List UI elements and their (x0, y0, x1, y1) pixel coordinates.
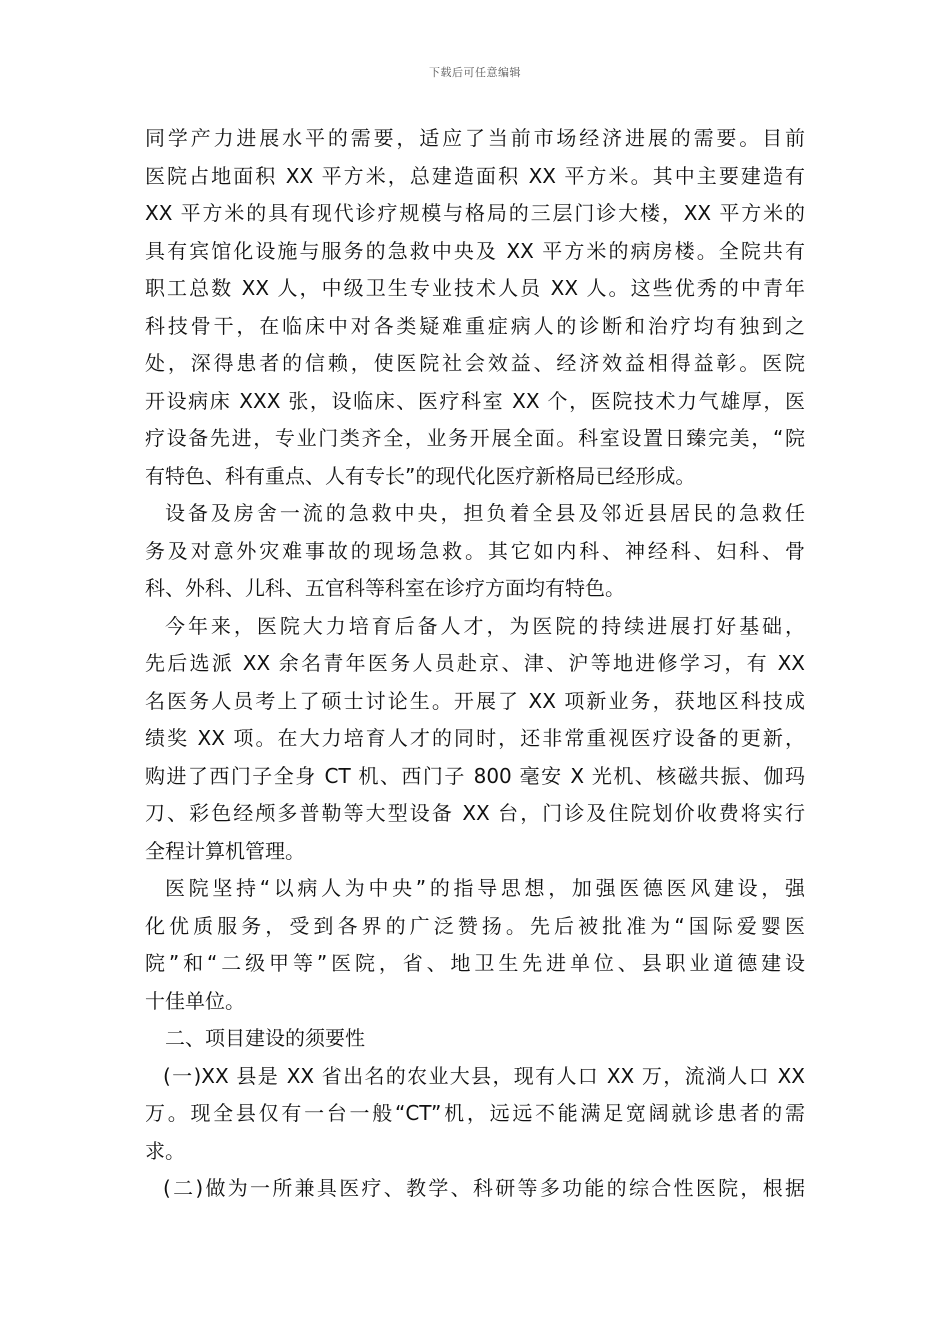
page-header: 下载后可任意编辑 (429, 66, 521, 79)
section-heading: 二、项目建设的须要性 (165, 1026, 365, 1050)
text-line: (二)做为一所兼具医疗、教学、科研等多功能的综合性医院，根据 (163, 1176, 805, 1200)
text-line: XX 平方米的具有现代诊疗规模与格局的三层门诊大楼，XX 平方米的 (145, 201, 805, 225)
text-line: (一)XX 县是 XX 省出名的农业大县，现有人口 XX 万，流淌人口 XX (163, 1063, 805, 1088)
text-line: 十佳单位。 (145, 988, 245, 1013)
text-line: 全程计算机管理。 (145, 838, 305, 863)
text-line: 处，深得患者的信赖，使医院社会效益、经济效益相得益彰。医院 (145, 351, 805, 375)
text-line: 刀、彩色经颅多普勒等大型设备 XX 台，门诊及住院划价收费将实行 (145, 801, 805, 825)
text-line: 疗设备先进，专业门类齐全，业务开展全面。科室设置日臻完美，“院 (145, 426, 805, 450)
text-line: 具有宾馆化设施与服务的急救中央及 XX 平方米的病房楼。全院共有 (145, 238, 805, 263)
text-line: 化优质服务，受到各界的广泛赞扬。先后被批准为“国际爱婴医 (145, 913, 805, 938)
text-line: 科、外科、儿科、五官科等科室在诊疗方面均有特色。 (145, 576, 625, 600)
body-text (145, 120, 805, 1208)
text-line: 职工总数 XX 人，中级卫生专业技术人员 XX 人。这些优秀的中青年 (145, 276, 805, 300)
text-line: 务及对意外灾难事故的现场急救。其它如内科、神经科、妇科、骨 (145, 538, 805, 563)
text-line: 求。 (145, 1138, 185, 1163)
text-line: 开设病床 XXX 张，设临床、医疗科室 XX 个，医院技术力气雄厚，医 (145, 388, 805, 413)
text-line: 今年来，医院大力培育后备人才，为医院的持续进展打好基础， (165, 613, 805, 638)
text-line: 科技骨干，在临床中对各类疑难重症病人的诊断和治疗均有独到之 (145, 313, 805, 338)
text-line: 同学产力进展水平的需要，适应了当前市场经济进展的需要。目前 (145, 126, 805, 150)
text-line: 设备及房舍一流的急救中央，担负着全县及邻近县居民的急救任 (165, 501, 805, 525)
text-line: 先后选派 XX 余名青年医务人员赴京、津、沪等地进修学习，有 XX (145, 651, 805, 675)
text-line: 有特色、科有重点、人有专长”的现代化医疗新格局已经形成。 (145, 463, 696, 488)
text-line: 绩奖 XX 项。在大力培育人才的同时，还非常重视医疗设备的更新， (145, 726, 805, 750)
text-line: 医院占地面积 XX 平方米，总建造面积 XX 平方米。其中主要建造有 (145, 163, 805, 188)
text-line: 购进了西门子全身 CT 机、西门子 800 毫安 X 光机、核磁共振、伽玛 (145, 763, 805, 788)
text-line: 万。现全县仅有一台一般“CT”机，远远不能满足宽阔就诊患者的需 (145, 1101, 805, 1125)
text-line: 医院坚持“以病人为中央”的指导思想，加强医德医风建设，强 (165, 876, 805, 900)
text-line: 院”和“二级甲等”医院，省、地卫生先进单位、县职业道德建设 (145, 951, 805, 975)
text-line: 名医务人员考上了硕士讨论生。开展了 XX 项新业务，获地区科技成 (145, 688, 805, 713)
